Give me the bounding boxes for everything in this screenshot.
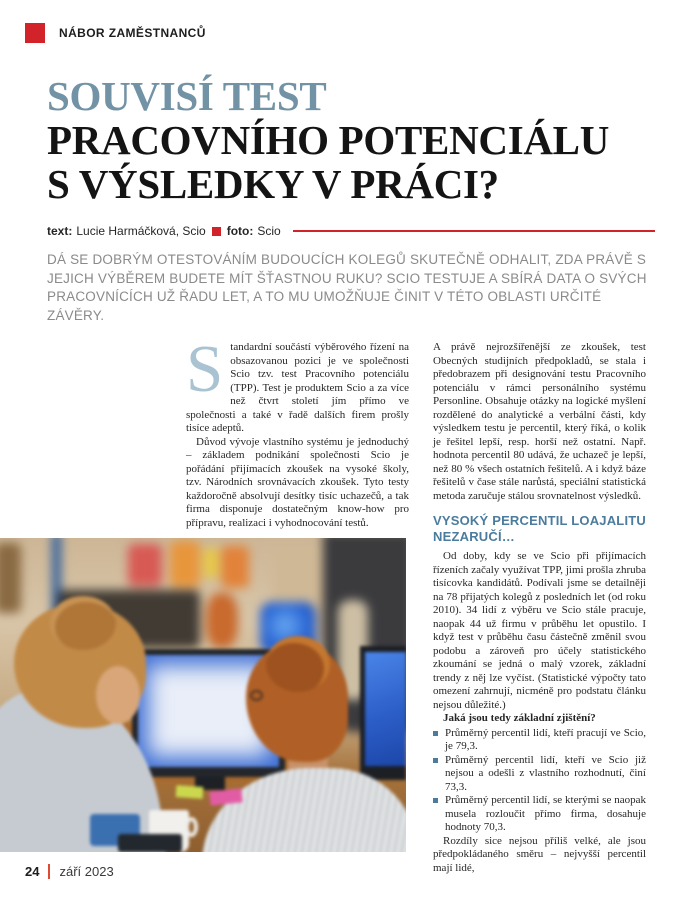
photo-glasses [250, 690, 263, 701]
photo-desk-item [118, 834, 182, 852]
list-item-text: Průměrný percentil lidí, kteří pracují ve Scio, je 79,3. [445, 726, 646, 752]
article-title [47, 74, 647, 206]
photo-person-left-hand [96, 666, 140, 724]
photo-person-right-bun [266, 636, 330, 692]
article-title-line2: PRACOVNÍHO POTENCIÁLU [47, 117, 610, 163]
bullet-square-icon [433, 731, 438, 736]
issue-date: září 2023 [59, 864, 114, 879]
byline-rule [293, 230, 655, 232]
findings-heading: Jaká jsou tedy základní zjištění? [443, 712, 596, 724]
paragraph: A právě nejrozšířenější ze zkoušek, test Obecných studijních předpokladů, se stala i předobrazem při designování testu Pracovního potenciálu v rámci personálního systému Personline. Obsahuje otázky na logické myšlení rozdělené do analytické a verbální části, kdy výsledkem testu je percentil, který říká, o kolik je řešitel lepší, resp. horší než ostatní. Např. hodnota percentil 80 udává, že uchazeč je lepší, než 80 % všech ostatních řešitelů. A i když báze řešitelů v čase stále narůstá, speciální statistická metoda zaručuje stálou srovnatelnost výsledků. [433, 341, 646, 502]
bullet-square-icon [433, 758, 438, 763]
list-item [433, 727, 646, 754]
paragraph [186, 332, 409, 436]
paragraph-text: tandardní součástí výběrového řízení na obsazovanou pozici je ve společnosti Scio tzv. test Pracovního potenciálu (TPP). Test je produktem Scio a za více než čtvrt století jím přímo ve společnosti a také v řadě dalších firem prošly tisíce adeptů. [186, 341, 409, 434]
paragraph: Od doby, kdy se ve Scio při přijímacích řízeních začaly využívat TPP, jimi prošla zhruba tisícovka kandidátů. Podívali jsme se detailněji na 78 přijatých kolegů z posledních let (od roku 2010). 34 lidí z výběru ve Scio stále pracuje, naopak 44 už firmu v průběhu let opustilo. I když test v průběhu času částečně změnil svou podobu a zároveň pro účely statistického zkoumání se jedná o malý vzorek, základní trendy z něj lze vyčíst. (Statistické výpočty tato omezení zahrnují, nicméně pro podstatu článku nejsou důležité.) [433, 550, 646, 711]
kicker-label: NÁBOR ZAMĚSTNANCŮ [59, 26, 206, 40]
photo-person-right-body [202, 768, 406, 852]
paragraph: Důvod vývoje vlastního systému je jednoduchý – základem podnikání společnosti Scio je pořádání přijímacích zkoušek na vysoké školy, tzv. Národních srovnávacích zkoušek. Tyto testy každoročně absolvují desítky tisíc uchazečů, a tak firma disponuje dostatečným know-how pro přípravu, realizaci i vyhodnocování testů. [186, 435, 409, 529]
byline [47, 224, 655, 238]
byline-text-value: Lucie Harmáčková, Scio [76, 224, 206, 238]
section-kicker [25, 23, 206, 43]
body-column-right [433, 341, 646, 875]
byline-separator-square-icon [212, 227, 221, 236]
photo-person-left-bun [50, 596, 116, 650]
byline-photo-value: Scio [257, 224, 281, 238]
body-column-left [186, 332, 409, 530]
photo-right-monitor-screen [365, 652, 406, 766]
article-title-line1: SOUVISÍ TEST [47, 73, 327, 119]
article-lead: DÁ SE DOBRÝM OTESTOVÁNÍM BUDOUCÍCH KOLEGŮ SKUTEČNĚ ODHALIT, ZDA PRÁVĚ S JEJICH VÝBĚREM BUDETE MÍT ŠŤASTNOU RUKU? SCIO TESTUJE A SBÍRÁ DATA O SVÝCH PRACOVNÍCÍCH UŽ ŘADU LET, A TO MU UMOŽŇUJE ČINIT V TÉTO OBLASTI URČITÉ ZÁVĚRY. [47, 252, 647, 323]
findings-list [433, 727, 646, 835]
list-item [433, 754, 646, 795]
photo-sticky-note [176, 785, 204, 799]
byline-text-label: text: [47, 224, 73, 238]
section-subhead: VYSOKÝ PERCENTIL LOAJALITU NEZARUČÍ… [433, 513, 646, 544]
kicker-square-icon [25, 23, 45, 43]
bullet-square-icon [433, 798, 438, 803]
article-photo [0, 538, 406, 852]
paragraph: Rozdíly sice nejsou příliš velké, ale jsou předpokládaného směru – nejvyšší percentil mají lidé, [433, 834, 646, 874]
article-title-line3: S VÝSLEDKY V PRÁCI? [47, 161, 499, 207]
page-number: 24 [25, 864, 40, 879]
dropcap: S [186, 332, 224, 406]
byline-photo-label: foto: [226, 224, 254, 238]
footer-divider [48, 864, 50, 879]
page-footer [25, 864, 114, 879]
photo-mug-handle [185, 817, 198, 837]
list-item-text: Průměrný percentil lidí, se kterými se naopak musela rozloučit přímo firma, dosahuje hodnoty 70,3. [445, 794, 646, 833]
list-item-text: Průměrný percentil lidí, kteří ve Scio již nejsou a odešli z vlastního rozhodnutí, činí 73,3. [445, 753, 646, 793]
list-item [433, 794, 646, 835]
photo-foreground [0, 538, 406, 852]
